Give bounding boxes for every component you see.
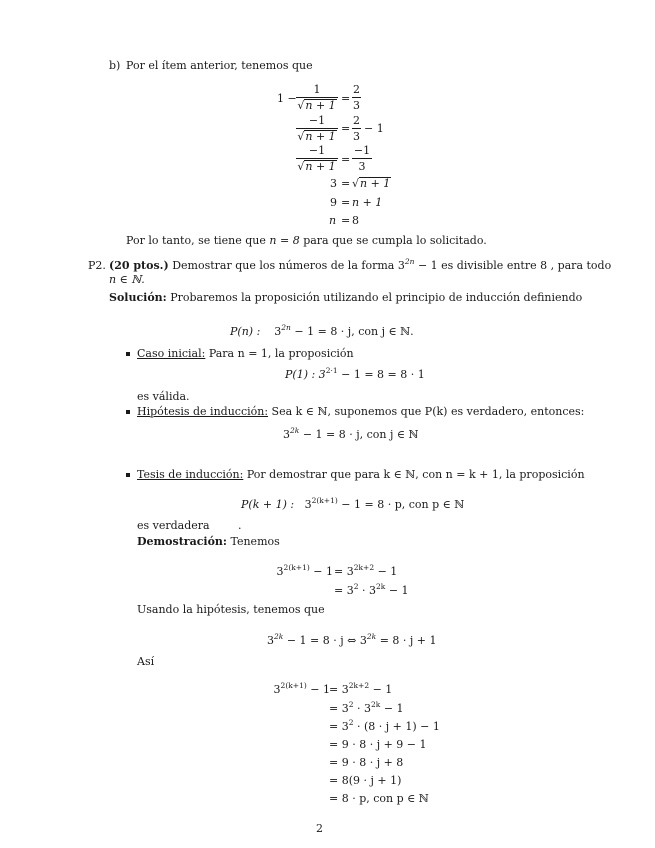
- eq1-left: 1 −: [277, 92, 297, 105]
- eq5-left: 9: [330, 196, 337, 209]
- prop-exp: 2n: [281, 323, 291, 332]
- rest: − 1: [310, 683, 330, 696]
- eq4-equals: =: [341, 177, 351, 190]
- part-c: = 8 · j + 1: [379, 634, 437, 647]
- numerator: −1: [308, 114, 326, 127]
- thesis-formula: [241, 498, 464, 511]
- numerator: 2: [353, 114, 360, 127]
- thesis-name: P(k + 1) :: [241, 498, 295, 511]
- eq6-equals: =: [341, 214, 351, 227]
- chain-line-5: = 9 · 8 · j + 8: [329, 756, 404, 769]
- bullet-icon: [126, 352, 130, 356]
- thesis-title: Tesis de inducción:: [137, 468, 244, 481]
- eq3-rhs-fraction: [352, 144, 372, 173]
- p2-statement-line2: n ∈ ℕ.: [109, 273, 145, 286]
- base: 3: [276, 565, 284, 578]
- part-c: − 1: [383, 702, 404, 715]
- eq2-equals: =: [341, 122, 351, 135]
- eq1-sqrt-arg: n + 1: [305, 99, 336, 112]
- conclusion-text-b: para que se cumpla lo solicitado.: [303, 234, 487, 247]
- eq1-equals: =: [341, 92, 351, 105]
- numerator: 2: [353, 83, 360, 96]
- base-formula-a: P(1) : 3: [285, 368, 326, 381]
- prop-base: 3: [274, 325, 282, 338]
- thesis-rest: − 1 = 8 · p, con p ∈ ℕ: [341, 498, 465, 511]
- eq1-numerator: 1: [313, 83, 321, 96]
- eq4-sqrt-arg: n + 1: [360, 177, 391, 190]
- chain-line-2: [329, 702, 404, 715]
- chain-left: [200, 683, 330, 696]
- prop-rest: − 1 = 8 · j, con j ∈ ℕ.: [294, 325, 414, 338]
- proof-line2: [334, 584, 409, 597]
- thesis-base: 3: [304, 498, 312, 511]
- part-b: · 3: [362, 584, 376, 597]
- bullet-icon: [126, 410, 130, 414]
- chain-line-7: = 8 · p, con p ∈ ℕ: [329, 792, 429, 805]
- eq2-fraction: [296, 114, 338, 143]
- exp1: 2k: [274, 632, 284, 641]
- eq6-right: 8: [352, 214, 359, 227]
- part-c: − 1: [388, 584, 409, 597]
- exp: 2(k+1): [280, 681, 307, 690]
- exp1: 2: [353, 582, 359, 591]
- proposition-formula: [230, 325, 414, 338]
- hypothesis-text: Sea k ∈ ℕ, suponemos que P(k) es verdadero, entonces:: [271, 405, 585, 418]
- p2-points: (20 ptos.): [109, 259, 169, 272]
- exp2: 2k: [376, 582, 386, 591]
- proof-title: Demostración:: [137, 535, 227, 548]
- hyp-base: 3: [283, 428, 290, 441]
- eq2-minus-one: − 1: [364, 122, 384, 135]
- bullet-icon: [126, 473, 130, 477]
- rest: − 1: [313, 565, 333, 578]
- eq5-equals: =: [341, 196, 351, 209]
- eq4-left: 3: [330, 177, 337, 190]
- hypothesis-title: Hipótesis de inducción:: [137, 405, 269, 418]
- exp: 2(k+1): [283, 563, 310, 572]
- p2-statement-b: − 1 es divisible entre 8 , para todo: [417, 259, 612, 272]
- denominator: 3: [353, 99, 360, 112]
- base-case-valid: es válida.: [137, 390, 190, 403]
- eq4-right: √n + 1: [352, 177, 391, 190]
- denominator: 3: [358, 160, 366, 173]
- p2-statement-a: Demostrar que los números de la forma: [172, 259, 395, 272]
- p2-label: P2.: [88, 259, 106, 272]
- exp: 2k+2: [353, 563, 375, 572]
- p2-statement-exp: 2n: [404, 257, 415, 266]
- part-a: = 3: [329, 683, 349, 696]
- proof-line1-right: [334, 565, 397, 578]
- proof-asi: Así: [137, 655, 155, 668]
- hypothesis-line: [137, 405, 584, 418]
- eq3-fraction: [296, 144, 338, 173]
- numerator: −1: [353, 144, 371, 157]
- base-case-line: [137, 347, 354, 360]
- part-b: − 1: [372, 683, 393, 696]
- denominator: 3: [353, 130, 360, 143]
- eq1-fraction: [296, 83, 338, 112]
- sqrt-sign: √: [297, 99, 305, 112]
- thesis-true: es verdadera: [137, 519, 210, 532]
- chain-line-3: [329, 720, 440, 733]
- exp2: 2k: [371, 700, 381, 709]
- proof-line: [137, 535, 280, 548]
- chain-line-6: = 8(9 · j + 1): [329, 774, 402, 787]
- part-b: · 3: [357, 702, 371, 715]
- eq2-rhs-fraction: [352, 114, 361, 143]
- part-a: = 3: [329, 720, 349, 733]
- conclusion-text-a: Por lo tanto, se tiene que: [126, 234, 266, 247]
- p2-statement-base: 3: [397, 259, 405, 272]
- eq6-left: n: [329, 214, 337, 227]
- sqrt-sign: √: [297, 160, 305, 173]
- page-number: 2: [316, 822, 323, 835]
- part-b-intro: Por el ítem anterior, tenemos que: [126, 59, 313, 72]
- base: 3: [273, 683, 281, 696]
- base-formula-b: − 1 = 8 = 8 · 1: [341, 368, 425, 381]
- exp: 2k+2: [348, 681, 370, 690]
- solution-label: Solución:: [109, 291, 167, 304]
- solution-text: Probaremos la proposición utilizando el principio de inducción definiendo: [170, 291, 583, 304]
- thesis-exp: 2(k+1): [311, 496, 338, 505]
- hypothesis-formula: [283, 428, 419, 441]
- conclusion-math: n = 8: [269, 234, 300, 247]
- part-b: − 1 = 8 · j ⇔ 3: [286, 634, 367, 647]
- exp1: 2: [348, 700, 354, 709]
- base-case-title: Caso inicial:: [137, 347, 206, 360]
- part-a: 3: [267, 634, 274, 647]
- base-case-text: Para n = 1, la proposición: [208, 347, 354, 360]
- sqrt-sign: √: [297, 130, 305, 143]
- hyp-rest: − 1 = 8 · j, con j ∈ ℕ: [302, 428, 419, 441]
- eq1-rhs-fraction: [352, 83, 361, 112]
- part-a: = 3: [334, 584, 354, 597]
- p2-statement: [109, 259, 611, 272]
- base-formula-exp: 2·1: [325, 366, 338, 375]
- thesis-true-dot: .: [238, 519, 242, 532]
- exp2: 2k: [366, 632, 377, 641]
- prop-name: P(n) :: [230, 325, 261, 338]
- thesis-text: Por demostrar que para k ∈ ℕ, con n = k + 1, la proposición: [246, 468, 585, 481]
- solution-line: [109, 291, 582, 304]
- sqrt-arg: n + 1: [305, 130, 336, 143]
- eq5-right: n + 1: [352, 196, 383, 209]
- exp: 2: [348, 718, 354, 727]
- sqrt-arg: n + 1: [305, 160, 336, 173]
- part-b-label: b): [109, 59, 121, 72]
- thesis-line: [137, 468, 585, 481]
- chain-line-4: = 9 · 8 · j + 9 − 1: [329, 738, 427, 751]
- chain-line-1: [329, 683, 392, 696]
- eq3-equals: =: [341, 153, 351, 166]
- proof-line1-left: [200, 565, 333, 578]
- hyp-exp: 2k: [290, 426, 300, 435]
- part-b-conclusion: [126, 234, 487, 247]
- part-a: = 3: [329, 702, 349, 715]
- proof-text: Tenemos: [230, 535, 280, 548]
- rest: − 1: [377, 565, 398, 578]
- numerator: −1: [308, 144, 326, 157]
- base: = 3: [334, 565, 354, 578]
- proof-using: Usando la hipótesis, tenemos que: [137, 603, 325, 616]
- base-case-formula: [285, 368, 425, 381]
- part-b: · (8 · j + 1) − 1: [357, 720, 440, 733]
- hyp-equivalence: [267, 634, 437, 647]
